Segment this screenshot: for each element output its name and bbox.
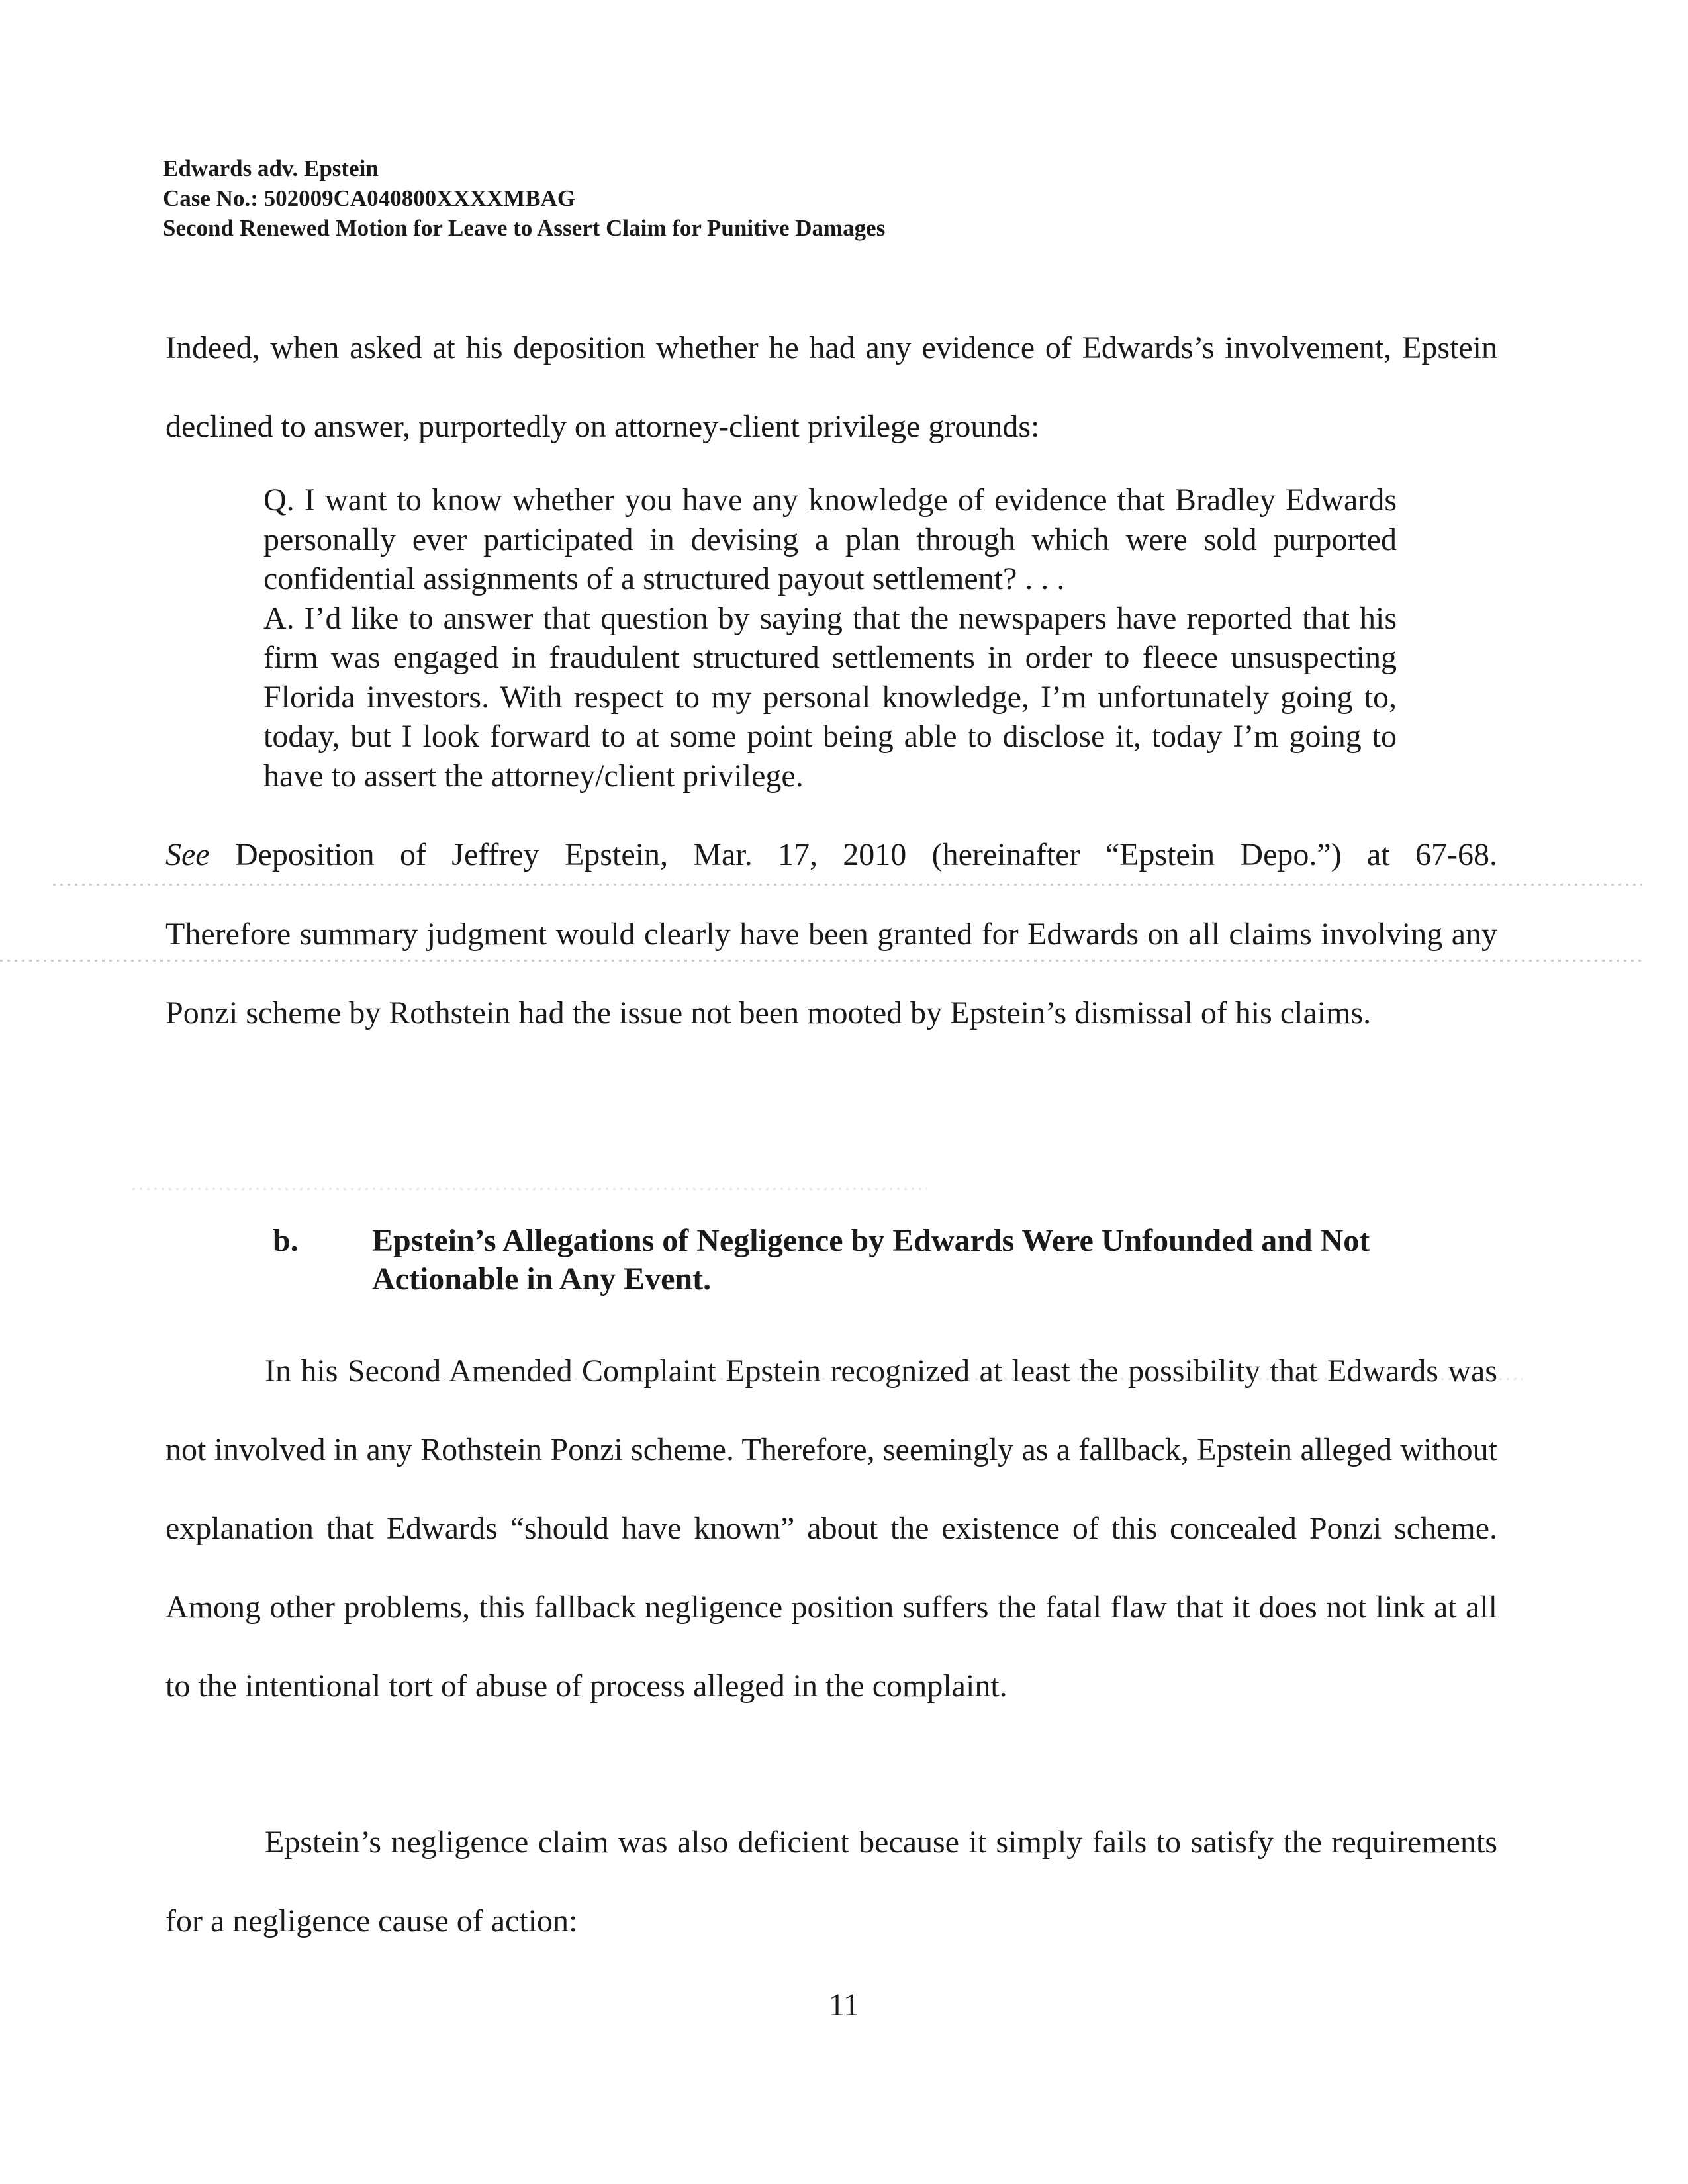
scan-artifact <box>132 1188 927 1190</box>
summary-judgment-paragraph: Therefore summary judgment would clearly have been granted for Edwards on all claims involving any Ponzi scheme by Rothstein had the issue not been mooted by Epstein’s dismissal of his claims. <box>165 917 1497 1030</box>
case-number: Case No.: 502009CA040800XXXXMBAG <box>163 185 576 211</box>
intro-paragraph: Indeed, when asked at his deposition whether he had any evidence of Edwards’s involvement, Epstein declined to answer, purportedly on attorney-client privilege grounds: <box>165 330 1497 444</box>
document-header <box>163 154 1288 243</box>
deposition-quote <box>263 480 1397 796</box>
page-number: 11 <box>828 1987 860 2023</box>
scan-artifact <box>371 1378 1523 1380</box>
scan-artifact <box>53 884 1642 886</box>
case-caption: Edwards adv. Epstein <box>163 156 379 181</box>
document-title: Second Renewed Motion for Leave to Assert Claim for Punitive Damages <box>163 215 886 241</box>
deposition-answer: A. I’d like to answer that question by saying that the newspapers have reported that his firm was engaged in fraudulent structured settlements in order to fleece unsuspecting Florida investors. With respect to my personal knowledge, I’m unfortunately going to, today, but I look forward to at some point being able to disclose it, today I’m going to have to assert the attorney/client privilege. <box>263 600 1397 794</box>
deposition-question: Q. I want to know whether you have any knowledge of evidence that Bradley Edwards personally ever participated in devising a plan through which were sold purported confidential assignments of a structured payout settlement? . . . <box>263 482 1397 596</box>
section-letter: b. <box>273 1223 299 1258</box>
citation-text: Deposition of Jeffrey Epstein, Mar. 17, 2010 (hereinafter “Epstein Depo.”) at 67-68. <box>234 837 1497 872</box>
negligence-paragraph: In his Second Amended Complaint Epstein recognized at least the possibility that Edwards was not involved in any Rothstein Ponzi scheme. Therefore, seemingly as a fallback, Epstein alleged without explanation that Edwards “should have known” about the existence of this concealed Ponzi scheme. Among other problems, this fallback negligence position suffers the fatal flaw that it does not link at all to the intentional tort of abuse of process alleged in the complaint. <box>165 1353 1497 1704</box>
section-title: Epstein’s Allegations of Negligence by Edwards Were Unfounded and Not Actionable in Any Event. <box>372 1223 1370 1297</box>
citation-signal: See <box>165 837 210 872</box>
deposition-citation <box>165 835 1497 875</box>
negligence-deficiency-paragraph: Epstein’s negligence claim was also deficient because it simply fails to satisfy the requirements for a negligence cause of action: <box>165 1825 1497 1938</box>
scan-artifact <box>0 960 1642 962</box>
